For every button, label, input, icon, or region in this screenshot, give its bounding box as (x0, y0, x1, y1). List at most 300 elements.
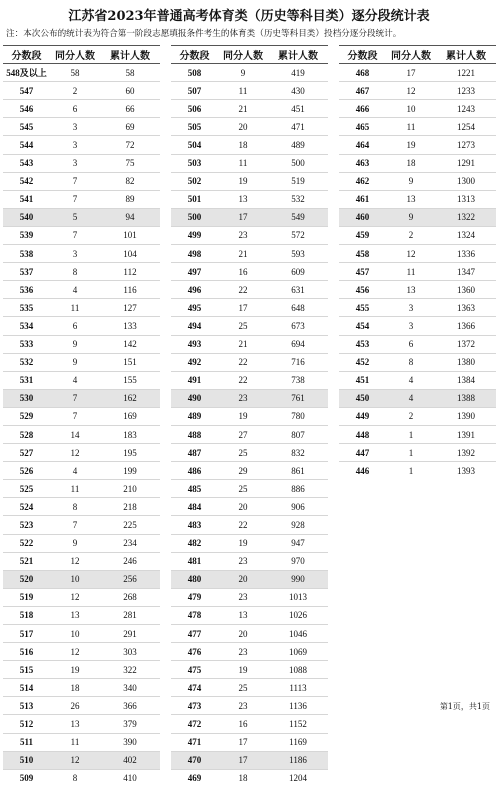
score-cell: 495 (171, 299, 218, 317)
table-row (171, 661, 328, 679)
score-cell: 536 (3, 281, 50, 299)
header-same-count: 同分人数 (50, 46, 100, 64)
table-row (3, 733, 160, 751)
score-cell: 540 (3, 208, 50, 226)
cumulative-cell: 1363 (436, 299, 496, 317)
score-cell: 453 (339, 335, 386, 353)
cumulative-cell: 1152 (268, 715, 328, 733)
cumulative-cell: 1291 (436, 154, 496, 172)
table-header (171, 46, 328, 64)
cumulative-cell: 780 (268, 407, 328, 425)
table-row (339, 172, 496, 190)
same-count-cell: 14 (50, 425, 100, 443)
cumulative-cell: 430 (268, 82, 328, 100)
page-footer: 第1页，共1页 (439, 702, 490, 711)
table-row (171, 190, 328, 208)
cumulative-cell: 609 (268, 263, 328, 281)
score-cell: 501 (171, 190, 218, 208)
table-row (171, 226, 328, 244)
cumulative-cell: 451 (268, 100, 328, 118)
table-row (3, 661, 160, 679)
cumulative-cell: 861 (268, 462, 328, 480)
table-row (3, 715, 160, 733)
score-cell: 529 (3, 407, 50, 425)
cumulative-cell: 1046 (268, 625, 328, 643)
score-cell: 491 (171, 371, 218, 389)
table-row (3, 570, 160, 588)
table-row (3, 407, 160, 425)
table-row (3, 462, 160, 480)
score-cell: 543 (3, 154, 50, 172)
same-count-cell: 3 (50, 136, 100, 154)
score-cell: 446 (339, 462, 386, 480)
table-row (171, 263, 328, 281)
header-same-count: 同分人数 (386, 46, 436, 64)
cumulative-cell: 246 (100, 552, 160, 570)
table-row (339, 353, 496, 371)
same-count-cell: 2 (50, 82, 100, 100)
same-count-cell: 22 (218, 281, 268, 299)
score-cell: 482 (171, 534, 218, 552)
score-cell: 519 (3, 588, 50, 606)
header-same-count: 同分人数 (218, 46, 268, 64)
cumulative-cell: 89 (100, 190, 160, 208)
same-count-cell: 29 (218, 462, 268, 480)
same-count-cell: 8 (386, 353, 436, 371)
same-count-cell: 13 (218, 190, 268, 208)
score-cell: 493 (171, 335, 218, 353)
same-count-cell: 22 (218, 353, 268, 371)
same-count-cell: 16 (218, 263, 268, 281)
same-count-cell: 12 (386, 82, 436, 100)
cumulative-cell: 673 (268, 317, 328, 335)
same-count-cell: 10 (386, 100, 436, 118)
cumulative-cell: 1366 (436, 317, 496, 335)
score-cell: 511 (3, 733, 50, 751)
score-cell: 485 (171, 480, 218, 498)
score-cell: 538 (3, 245, 50, 263)
table-row (171, 136, 328, 154)
same-count-cell: 1 (386, 425, 436, 443)
same-count-cell: 5 (50, 208, 100, 226)
cumulative-cell: 1322 (436, 208, 496, 226)
cumulative-cell: 390 (100, 733, 160, 751)
cumulative-cell: 1026 (268, 606, 328, 624)
table-row (3, 588, 160, 606)
cumulative-cell: 716 (268, 353, 328, 371)
table-row (171, 172, 328, 190)
cumulative-cell: 225 (100, 516, 160, 534)
cumulative-cell: 532 (268, 190, 328, 208)
score-cell: 447 (339, 444, 386, 462)
table-row (171, 208, 328, 226)
cumulative-cell: 1113 (268, 679, 328, 697)
table-row (3, 136, 160, 154)
score-cell: 499 (171, 226, 218, 244)
same-count-cell: 1 (386, 462, 436, 480)
cumulative-cell: 1391 (436, 425, 496, 443)
table-row (339, 335, 496, 353)
same-count-cell: 8 (50, 498, 100, 516)
same-count-cell: 7 (50, 226, 100, 244)
cumulative-cell: 1393 (436, 462, 496, 480)
score-cell: 514 (3, 679, 50, 697)
cumulative-cell: 366 (100, 697, 160, 715)
score-cell: 473 (171, 697, 218, 715)
table-row (3, 64, 160, 82)
score-cell: 509 (3, 769, 50, 787)
table-row (339, 208, 496, 226)
cumulative-cell: 303 (100, 643, 160, 661)
table-row (3, 534, 160, 552)
score-cell: 531 (3, 371, 50, 389)
score-cell: 452 (339, 353, 386, 371)
table-row (3, 100, 160, 118)
table-row (171, 407, 328, 425)
score-cell: 466 (339, 100, 386, 118)
table-row (3, 425, 160, 443)
header-score: 分数段 (339, 46, 386, 64)
same-count-cell: 16 (218, 715, 268, 733)
table-row (3, 371, 160, 389)
table-row (3, 751, 160, 769)
same-count-cell: 6 (50, 317, 100, 335)
score-cell: 470 (171, 751, 218, 769)
score-table-col-1 (3, 45, 160, 787)
cumulative-cell: 489 (268, 136, 328, 154)
same-count-cell: 21 (218, 100, 268, 118)
table-row (3, 480, 160, 498)
table-row (171, 715, 328, 733)
score-cell: 533 (3, 335, 50, 353)
score-cell: 516 (3, 643, 50, 661)
same-count-cell: 20 (218, 498, 268, 516)
cumulative-cell: 183 (100, 425, 160, 443)
same-count-cell: 25 (218, 480, 268, 498)
same-count-cell: 7 (50, 172, 100, 190)
score-cell: 500 (171, 208, 218, 226)
cumulative-cell: 69 (100, 118, 160, 136)
header-score: 分数段 (171, 46, 218, 64)
cumulative-cell: 1347 (436, 263, 496, 281)
score-cell: 462 (339, 172, 386, 190)
table-row (339, 82, 496, 100)
table-row (171, 462, 328, 480)
cumulative-cell: 1313 (436, 190, 496, 208)
same-count-cell: 9 (218, 64, 268, 82)
score-cell: 486 (171, 462, 218, 480)
cumulative-cell: 340 (100, 679, 160, 697)
score-cell: 469 (171, 769, 218, 787)
score-cell: 457 (339, 263, 386, 281)
same-count-cell: 3 (50, 118, 100, 136)
table-row (339, 100, 496, 118)
same-count-cell: 13 (50, 715, 100, 733)
score-cell: 455 (339, 299, 386, 317)
table-row (3, 208, 160, 226)
score-cell: 497 (171, 263, 218, 281)
cumulative-cell: 761 (268, 389, 328, 407)
score-cell: 512 (3, 715, 50, 733)
cumulative-cell: 151 (100, 353, 160, 371)
table-row (3, 353, 160, 371)
table-row (171, 606, 328, 624)
cumulative-cell: 116 (100, 281, 160, 299)
same-count-cell: 9 (50, 335, 100, 353)
table-row (171, 64, 328, 82)
score-cell: 520 (3, 570, 50, 588)
table-row (171, 425, 328, 443)
table-row (3, 317, 160, 335)
same-count-cell: 25 (218, 679, 268, 697)
cumulative-cell: 1069 (268, 643, 328, 661)
score-cell: 480 (171, 570, 218, 588)
same-count-cell: 9 (386, 172, 436, 190)
cumulative-cell: 832 (268, 444, 328, 462)
table-row (339, 118, 496, 136)
table-row (3, 389, 160, 407)
cumulative-cell: 322 (100, 661, 160, 679)
cumulative-cell: 471 (268, 118, 328, 136)
table-note: 注：本次公布的统计表为符合第一阶段志愿填报条件考生的体育类（历史等科目类）投档分逐分段统计。 (6, 29, 402, 39)
same-count-cell: 25 (218, 317, 268, 335)
score-cell: 451 (339, 371, 386, 389)
same-count-cell: 23 (218, 588, 268, 606)
same-count-cell: 13 (50, 606, 100, 624)
cumulative-cell: 75 (100, 154, 160, 172)
cumulative-cell: 281 (100, 606, 160, 624)
same-count-cell: 13 (386, 190, 436, 208)
cumulative-cell: 1388 (436, 389, 496, 407)
score-cell: 541 (3, 190, 50, 208)
cumulative-cell: 1273 (436, 136, 496, 154)
score-cell: 545 (3, 118, 50, 136)
same-count-cell: 7 (50, 190, 100, 208)
cumulative-cell: 1336 (436, 245, 496, 263)
cumulative-cell: 807 (268, 425, 328, 443)
same-count-cell: 8 (50, 769, 100, 787)
score-cell: 492 (171, 353, 218, 371)
cumulative-cell: 549 (268, 208, 328, 226)
score-cell: 487 (171, 444, 218, 462)
table-row (339, 154, 496, 172)
table-row (171, 82, 328, 100)
table-row (3, 263, 160, 281)
table-row (3, 679, 160, 697)
same-count-cell: 20 (218, 625, 268, 643)
header-cumulative: 累计人数 (268, 46, 328, 64)
score-cell: 530 (3, 389, 50, 407)
table-row (339, 462, 496, 480)
same-count-cell: 23 (218, 552, 268, 570)
same-count-cell: 3 (386, 317, 436, 335)
same-count-cell: 11 (218, 154, 268, 172)
same-count-cell: 18 (50, 679, 100, 697)
table-row (3, 606, 160, 624)
score-cell: 483 (171, 516, 218, 534)
score-cell: 528 (3, 425, 50, 443)
table-row (171, 534, 328, 552)
header-cumulative: 累计人数 (100, 46, 160, 64)
same-count-cell: 4 (386, 371, 436, 389)
same-count-cell: 21 (218, 335, 268, 353)
cumulative-cell: 410 (100, 769, 160, 787)
cumulative-cell: 155 (100, 371, 160, 389)
table-row (171, 516, 328, 534)
score-cell: 498 (171, 245, 218, 263)
score-cell: 468 (339, 64, 386, 82)
same-count-cell: 10 (50, 570, 100, 588)
same-count-cell: 19 (386, 136, 436, 154)
score-cell: 507 (171, 82, 218, 100)
table-row (3, 172, 160, 190)
table-row (171, 769, 328, 787)
table-row (171, 643, 328, 661)
score-cell: 461 (339, 190, 386, 208)
cumulative-cell: 886 (268, 480, 328, 498)
cumulative-cell: 162 (100, 389, 160, 407)
same-count-cell: 9 (50, 353, 100, 371)
same-count-cell: 11 (218, 82, 268, 100)
score-cell: 547 (3, 82, 50, 100)
score-cell: 535 (3, 299, 50, 317)
cumulative-cell: 1392 (436, 444, 496, 462)
cumulative-cell: 593 (268, 245, 328, 263)
cumulative-cell: 133 (100, 317, 160, 335)
table-row (171, 697, 328, 715)
score-cell: 477 (171, 625, 218, 643)
table-row (3, 643, 160, 661)
same-count-cell: 20 (218, 118, 268, 136)
cumulative-cell: 694 (268, 335, 328, 353)
score-cell: 449 (339, 407, 386, 425)
table-row (171, 389, 328, 407)
same-count-cell: 27 (218, 425, 268, 443)
score-cell: 539 (3, 226, 50, 244)
score-cell: 506 (171, 100, 218, 118)
table-row (3, 498, 160, 516)
table-row (171, 154, 328, 172)
same-count-cell: 17 (386, 64, 436, 82)
score-cell: 518 (3, 606, 50, 624)
cumulative-cell: 970 (268, 552, 328, 570)
score-cell: 489 (171, 407, 218, 425)
score-cell: 504 (171, 136, 218, 154)
table-row (171, 480, 328, 498)
table-row (339, 444, 496, 462)
score-cell: 527 (3, 444, 50, 462)
score-cell: 532 (3, 353, 50, 371)
same-count-cell: 21 (218, 245, 268, 263)
score-cell: 459 (339, 226, 386, 244)
score-cell: 503 (171, 154, 218, 172)
same-count-cell: 19 (218, 661, 268, 679)
score-cell: 465 (339, 118, 386, 136)
score-cell: 534 (3, 317, 50, 335)
table-row (339, 281, 496, 299)
cumulative-cell: 72 (100, 136, 160, 154)
score-table-col-2 (171, 45, 328, 787)
table-row (171, 317, 328, 335)
cumulative-cell: 256 (100, 570, 160, 588)
same-count-cell: 20 (218, 570, 268, 588)
table-row (3, 697, 160, 715)
same-count-cell: 3 (50, 154, 100, 172)
same-count-cell: 4 (50, 462, 100, 480)
same-count-cell: 2 (386, 407, 436, 425)
table-row (171, 733, 328, 751)
table-header (339, 46, 496, 64)
cumulative-cell: 60 (100, 82, 160, 100)
cumulative-cell: 1372 (436, 335, 496, 353)
cumulative-cell: 928 (268, 516, 328, 534)
same-count-cell: 18 (218, 136, 268, 154)
cumulative-cell: 500 (268, 154, 328, 172)
same-count-cell: 11 (50, 733, 100, 751)
table-row (339, 190, 496, 208)
cumulative-cell: 199 (100, 462, 160, 480)
same-count-cell: 19 (218, 172, 268, 190)
cumulative-cell: 1169 (268, 733, 328, 751)
cumulative-cell: 631 (268, 281, 328, 299)
cumulative-cell: 519 (268, 172, 328, 190)
table-row (3, 335, 160, 353)
cumulative-cell: 990 (268, 570, 328, 588)
table-row (171, 679, 328, 697)
score-cell: 494 (171, 317, 218, 335)
same-count-cell: 12 (50, 751, 100, 769)
same-count-cell: 19 (218, 407, 268, 425)
table-row (171, 625, 328, 643)
same-count-cell: 23 (218, 697, 268, 715)
same-count-cell: 11 (386, 118, 436, 136)
score-cell: 464 (339, 136, 386, 154)
same-count-cell: 4 (50, 281, 100, 299)
cumulative-cell: 1136 (268, 697, 328, 715)
score-cell: 521 (3, 552, 50, 570)
cumulative-cell: 1300 (436, 172, 496, 190)
cumulative-cell: 58 (100, 64, 160, 82)
table-row (171, 299, 328, 317)
cumulative-cell: 169 (100, 407, 160, 425)
score-cell: 515 (3, 661, 50, 679)
cumulative-cell: 419 (268, 64, 328, 82)
table-row (3, 82, 160, 100)
same-count-cell: 23 (218, 226, 268, 244)
cumulative-cell: 648 (268, 299, 328, 317)
score-cell: 478 (171, 606, 218, 624)
score-cell: 526 (3, 462, 50, 480)
cumulative-cell: 234 (100, 534, 160, 552)
score-cell: 454 (339, 317, 386, 335)
score-cell: 481 (171, 552, 218, 570)
score-cell: 523 (3, 516, 50, 534)
cumulative-cell: 1013 (268, 588, 328, 606)
score-cell: 471 (171, 733, 218, 751)
same-count-cell: 12 (50, 588, 100, 606)
score-cell: 524 (3, 498, 50, 516)
same-count-cell: 9 (50, 534, 100, 552)
cumulative-cell: 94 (100, 208, 160, 226)
same-count-cell: 4 (386, 389, 436, 407)
cumulative-cell: 738 (268, 371, 328, 389)
table-row (171, 751, 328, 769)
score-cell: 474 (171, 679, 218, 697)
table-row (171, 281, 328, 299)
score-cell: 472 (171, 715, 218, 733)
cumulative-cell: 268 (100, 588, 160, 606)
same-count-cell: 11 (50, 299, 100, 317)
